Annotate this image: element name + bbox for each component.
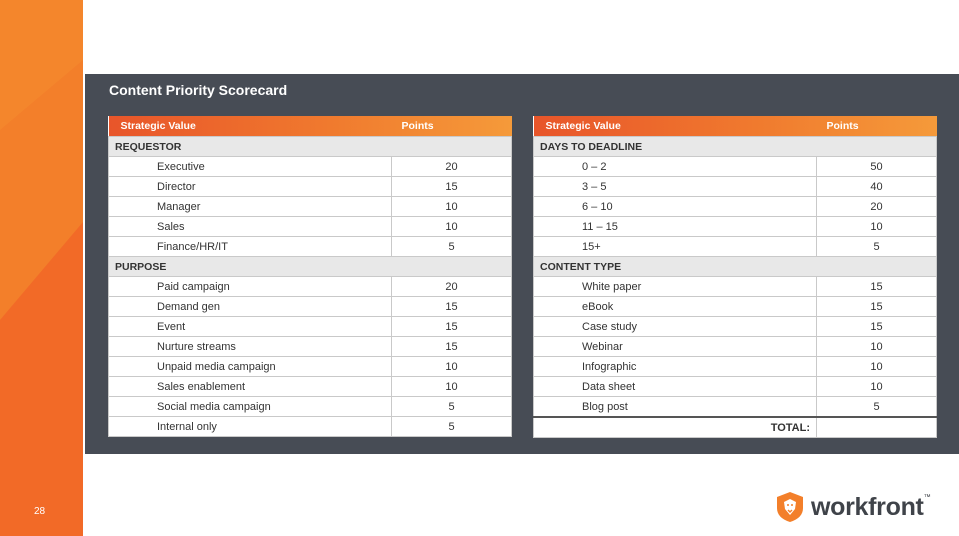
- row-points: 5: [817, 237, 937, 257]
- row-label: Blog post: [534, 397, 817, 418]
- row-label: 11 – 15: [534, 217, 817, 237]
- scorecard-panel: [85, 74, 959, 454]
- row-points: 50: [817, 157, 937, 177]
- lion-shield-icon: [775, 491, 805, 523]
- row-label: Sales enablement: [109, 377, 392, 397]
- row-points: 10: [392, 217, 512, 237]
- table-row: [534, 157, 937, 177]
- scorecard-title: Content Priority Scorecard: [109, 82, 288, 98]
- table-row: [109, 297, 512, 317]
- right-header-points: Points: [826, 120, 859, 132]
- right-table-header: [534, 116, 937, 137]
- section-row-purpose: [109, 257, 512, 277]
- table-row: [109, 317, 512, 337]
- row-label: 0 – 2: [534, 157, 817, 177]
- table-row: [534, 177, 937, 197]
- table-row: [534, 217, 937, 237]
- row-points: 10: [392, 357, 512, 377]
- row-points: 15: [817, 317, 937, 337]
- table-row: [109, 237, 512, 257]
- total-row: [534, 417, 937, 438]
- row-label: eBook: [534, 297, 817, 317]
- row-label: Manager: [109, 197, 392, 217]
- table-row: [534, 357, 937, 377]
- section-row-requestor: [109, 137, 512, 157]
- table-row: [534, 317, 937, 337]
- row-label: Sales: [109, 217, 392, 237]
- row-points: 10: [392, 377, 512, 397]
- table-row: [109, 177, 512, 197]
- row-points: 15: [392, 177, 512, 197]
- table-row: [534, 277, 937, 297]
- table-row: [534, 337, 937, 357]
- row-points: 5: [392, 397, 512, 417]
- table-row: [534, 197, 937, 217]
- slide-number: 28: [34, 506, 46, 517]
- row-points: 5: [392, 417, 512, 437]
- orange-side-bar: [0, 0, 83, 536]
- row-points: 20: [392, 277, 512, 297]
- row-points: 20: [817, 197, 937, 217]
- row-label: Director: [109, 177, 392, 197]
- table-row: [109, 337, 512, 357]
- row-label: Finance/HR/IT: [109, 237, 392, 257]
- row-points: 15: [817, 297, 937, 317]
- row-points: 15: [392, 337, 512, 357]
- total-label: TOTAL:: [534, 417, 817, 438]
- table-row: [109, 277, 512, 297]
- row-points: 10: [392, 197, 512, 217]
- row-points: 10: [817, 357, 937, 377]
- table-row: [109, 397, 512, 417]
- row-label: 15+: [534, 237, 817, 257]
- row-label: Infographic: [534, 357, 817, 377]
- row-points: 5: [392, 237, 512, 257]
- section-row-days-to-deadline: [534, 137, 937, 157]
- section-label: REQUESTOR: [109, 137, 512, 157]
- row-points: 15: [817, 277, 937, 297]
- row-points: 5: [817, 397, 937, 418]
- table-row: [109, 357, 512, 377]
- row-label: Demand gen: [109, 297, 392, 317]
- table-row: [109, 197, 512, 217]
- row-label: Paid campaign: [109, 277, 392, 297]
- section-row-content-type: [534, 257, 937, 277]
- row-label: Case study: [534, 317, 817, 337]
- table-row: [534, 237, 937, 257]
- left-header-points: Points: [401, 120, 434, 132]
- row-points: 40: [817, 177, 937, 197]
- logo-trademark: ™: [923, 494, 931, 501]
- row-label: 6 – 10: [534, 197, 817, 217]
- left-header-strategic-value: Strategic Value: [120, 120, 196, 132]
- right-scorecard-table: [533, 116, 937, 438]
- orange-bar-graphic: [0, 0, 83, 536]
- left-table-header: [109, 116, 512, 137]
- table-row: [534, 397, 937, 418]
- section-label: PURPOSE: [109, 257, 512, 277]
- row-label: Webinar: [534, 337, 817, 357]
- row-points: 10: [817, 337, 937, 357]
- logo-wordmark: workfront: [811, 492, 924, 521]
- table-row: [534, 297, 937, 317]
- row-label: Event: [109, 317, 392, 337]
- row-label: Social media campaign: [109, 397, 392, 417]
- row-label: Internal only: [109, 417, 392, 437]
- workfront-logo: [775, 491, 931, 523]
- total-value: [817, 417, 937, 438]
- row-label: 3 – 5: [534, 177, 817, 197]
- table-row: [109, 157, 512, 177]
- table-row: [109, 417, 512, 437]
- table-row: [109, 217, 512, 237]
- section-label: DAYS TO DEADLINE: [534, 137, 937, 157]
- row-label: Executive: [109, 157, 392, 177]
- table-row: [534, 377, 937, 397]
- row-points: 10: [817, 377, 937, 397]
- row-points: 20: [392, 157, 512, 177]
- table-row: [109, 377, 512, 397]
- row-points: 10: [817, 217, 937, 237]
- section-label: CONTENT TYPE: [534, 257, 937, 277]
- right-header-strategic-value: Strategic Value: [545, 120, 621, 132]
- row-label: White paper: [534, 277, 817, 297]
- row-label: Nurture streams: [109, 337, 392, 357]
- row-points: 15: [392, 297, 512, 317]
- row-label: Data sheet: [534, 377, 817, 397]
- row-label: Unpaid media campaign: [109, 357, 392, 377]
- row-points: 15: [392, 317, 512, 337]
- left-scorecard-table: [108, 116, 512, 437]
